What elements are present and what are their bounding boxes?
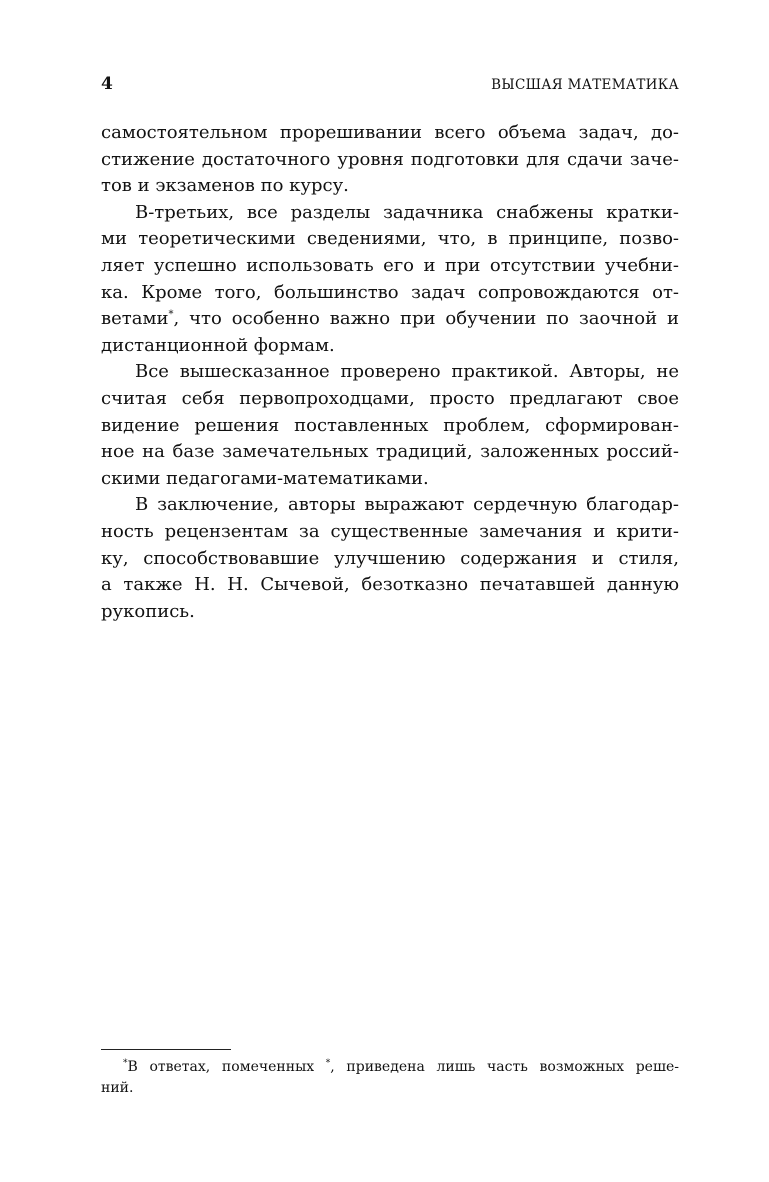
text-line: скими педагогами-математиками. bbox=[101, 467, 429, 489]
paragraph bbox=[101, 359, 679, 492]
footnote-mark: * bbox=[123, 1058, 128, 1069]
footnote-text-rest: , приведена лишь часть возможных реше- bbox=[330, 1059, 679, 1075]
footnote bbox=[101, 1057, 679, 1099]
running-head: ВЫСШАЯ МАТЕМАТИКА bbox=[491, 77, 679, 93]
paragraph bbox=[101, 492, 679, 625]
page-number: 4 bbox=[101, 74, 113, 94]
text-line-with-footnote bbox=[101, 306, 679, 333]
text-line: ми теоретическими сведениями, что, в принципе, позво- bbox=[101, 228, 679, 250]
footnote-text: В ответах, помеченных bbox=[127, 1059, 326, 1075]
footnote-line bbox=[101, 1057, 679, 1078]
footnote-line-before: ветами bbox=[101, 308, 169, 330]
paragraph bbox=[101, 120, 679, 200]
text-line: дистанционной формам. bbox=[101, 334, 335, 356]
text-line: самостоятельном прорешивании всего объема задач, до- bbox=[101, 122, 679, 143]
text-line: Все вышесказанное проверено практикой. Авторы, не bbox=[135, 361, 679, 383]
text-line: считая себя первопроходцами, просто предлагают свое bbox=[101, 387, 679, 409]
text-line: ку, способствовавшие улучшению содержания и стиля, bbox=[101, 547, 679, 569]
paragraph bbox=[101, 200, 679, 360]
footnote-divider bbox=[101, 1049, 231, 1050]
footnote-inline-mark: * bbox=[325, 1058, 331, 1069]
footnote-reference[interactable]: * bbox=[168, 309, 174, 321]
text-line: стижение достаточного уровня подготовки для сдачи заче- bbox=[101, 148, 679, 170]
text-line: ляет успешно использовать его и при отсутствии учебни- bbox=[101, 254, 679, 276]
text-line: ное на базе замечательных традиций, заложенных россий- bbox=[101, 441, 679, 463]
text-line: ность рецензентам за существенные замечания и крити- bbox=[101, 520, 679, 542]
footnote-line: ний. bbox=[101, 1080, 134, 1096]
text-line: а также Н. Н. Сычевой, безотказно печатавшей данную bbox=[101, 574, 679, 596]
footnote-line-after: , что особенно важно при обучении по заочной и bbox=[173, 308, 679, 330]
text-line: В-третьих, все разделы задачника снабжены кратки- bbox=[135, 201, 679, 223]
main-text bbox=[101, 120, 679, 625]
text-line: видение решения поставленных проблем, сформирован- bbox=[101, 414, 679, 436]
text-line: рукопись. bbox=[101, 600, 195, 622]
text-line: ка. Кроме того, большинство задач сопровождаются от- bbox=[101, 281, 679, 303]
text-line: тов и экзаменов по курсу. bbox=[101, 175, 349, 197]
page-header bbox=[101, 74, 679, 94]
text-line: В заключение, авторы выражают сердечную благодар- bbox=[135, 494, 679, 516]
